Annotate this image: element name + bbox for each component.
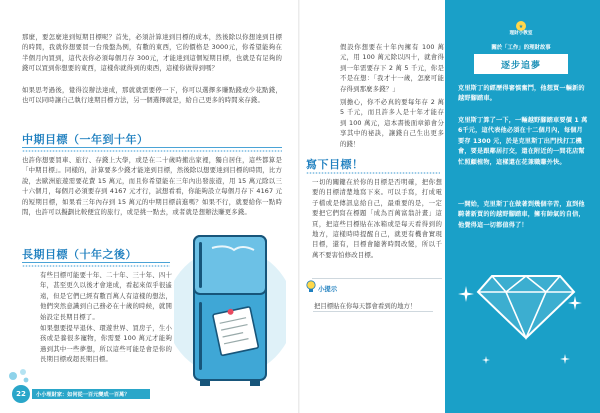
tip-rule-top bbox=[312, 278, 442, 279]
long-term-dots bbox=[22, 265, 170, 267]
write-heading-wrap bbox=[306, 153, 364, 172]
fridge-illustration bbox=[174, 220, 286, 390]
write-heading: 寫下目標！ bbox=[306, 158, 364, 171]
write-heading-dots bbox=[306, 172, 440, 174]
page-number: 22 bbox=[12, 385, 30, 403]
right-intro-paragraph: 假設你想要在十年內擁有 100 萬元，用 100 萬元除以四十，就會得到一年需要存下 2 萬 5 千元，你是不是在想：「我才十一歲，怎麼可能存得到那麼多錢？」 bbox=[340, 43, 444, 93]
sidebar-tab-label: 理財小教室 bbox=[509, 31, 533, 36]
sidebar-paragraph-3: 一開始，克里斯丁在做著到幾個辛苦，直到他騎著新買的的越野腳踏車，擁有帥氣的自信，他覺得這一切都值得了！ bbox=[458, 201, 585, 229]
mid-term-heading: 中期目標（一年到十年） bbox=[22, 133, 149, 146]
long-term-rule bbox=[22, 262, 170, 263]
diamond-icon bbox=[470, 262, 582, 342]
mid-term-paragraph: 也許你想要買車、旅行、存錢上大學，或是在二十歲時搬出家裡，獨自居住，這些都算是「中期目標」。同樣的，計算要多少錢才能達到目標，然後除以想要達到目標的時間，比方說，去歐洲旅遊需要花費 15 萬元，而且你希望能在三年內出發旅遊，用 15 萬元除以三十六個月，每個月必須要存到 4167 元才行，試想看看，你能夠設立每個月存下 4167 元的短期目標，如果看三年內存到 15 萬元的中期目標前進嗎？如果不行，就要給你一點時間，也許可以擬劃比較便宜的旅行，或是挑一點去，或者就是想辦法賺更多錢。 bbox=[22, 156, 282, 217]
sparkle-icon bbox=[482, 356, 490, 364]
sparkle-icon bbox=[458, 286, 474, 302]
tip-rule-bottom bbox=[313, 311, 433, 312]
long-term-paragraph-2: 如果想要提早退休、環遊世界、買房子，生小孩或是養很多寵物，你需要 100 萬元才能夠過到其中一些夢想，所以這些可能是會是你的長期目標或超長期目標。 bbox=[40, 324, 172, 364]
sidebar-subtitle: 關於「工作」的理財故事 bbox=[491, 45, 551, 51]
right-paragraph-2: 別擔心，你不必真的要每年存 2 萬 5 千元，而且許多人是十年才能存到 100 萬元，這本書後面章節會分享其中的祕訣，讓錢自己生出更多的錢！ bbox=[340, 98, 444, 148]
sidebar-paragraph-2: 克里斯丁算了一下，一輛越野腳踏車要價 1 萬 6千元，這代表他必須在十二個月內，每個月要存 1300 元，於是克里斯丁出門找打工機會，要是跟鄰居打交，還在附近的一間花店幫忙照顧植物，這樣還在花兼職賺外快。 bbox=[458, 117, 588, 166]
lightbulb-icon bbox=[305, 280, 317, 294]
tip-label: 小提示 bbox=[318, 285, 338, 293]
intro-paragraph-1: 那麼，要怎麼達到短期目標呢？首先，必須計算達到目標的成本，然後除以你想達到目標的時間，我就你想要買一台飛盤為例，有數的東西，它的價格是 3000元，你希望能夠在半個月內買到，這代表你必須每個月存 300元，才能達到這個短期目標，也就是有足夠的錢可以買到你想要的東西，這樣你就得到的東西，這樣你做得到嗎？ bbox=[22, 33, 282, 73]
tip-text: 把目標貼在你每天都會看到的地方！ bbox=[314, 302, 417, 310]
long-term-paragraph-1: 有些目標可能要十年、二十年、三十年、四十年，甚至更久以後才會達成，看起來似乎很遙遠，但是它們已經有數百萬人有這樣的想法，他們突然意識到自己務必在十歲的時候，就開始設定長期目標了。 bbox=[40, 271, 172, 321]
mid-term-dots bbox=[22, 150, 282, 152]
mid-term-rule bbox=[22, 147, 282, 148]
sparkle-icon bbox=[568, 296, 582, 310]
sidebar-title: 逐步追夢 bbox=[474, 54, 568, 74]
footer-title: 小小理財家：如何從一百元變成一百萬？ bbox=[32, 389, 150, 399]
piggy-decor-icon bbox=[6, 366, 32, 386]
intro-paragraph-2: 如果思考過後，覺得沒辦法達成，那就就需要停一下，你可以選擇多賺點錢或少花點錢，也可以同時讓自己執行達期目標方法，另一個選擇就是，給自己更多的時間來存錢。 bbox=[22, 86, 282, 105]
sparkle-icon bbox=[560, 354, 570, 364]
sidebar-paragraph-1: 克里斯丁的經歷得審慎奮鬥，他想買一輛新的越野腳踏車。 bbox=[458, 85, 585, 103]
write-paragraph: 一切的關鍵在於你的目標是否明確，把你想要的目標清楚地寫下來。可以手寫，打成電子檔或是傳訊息給自己，最重要的是，一定要把它們寫在標題「成為百萬富翁計畫」這頁，把這些目標貼在冰箱或是每天看得到的地方，這樣時時提醒自己，就更有機會實現目標，還有，目標會隨著時間改變，所以千萬不要害怕修改目標。 bbox=[312, 178, 442, 259]
svg-text:★: ★ bbox=[518, 24, 524, 30]
long-term-heading: 長期目標（十年之後） bbox=[22, 248, 137, 261]
